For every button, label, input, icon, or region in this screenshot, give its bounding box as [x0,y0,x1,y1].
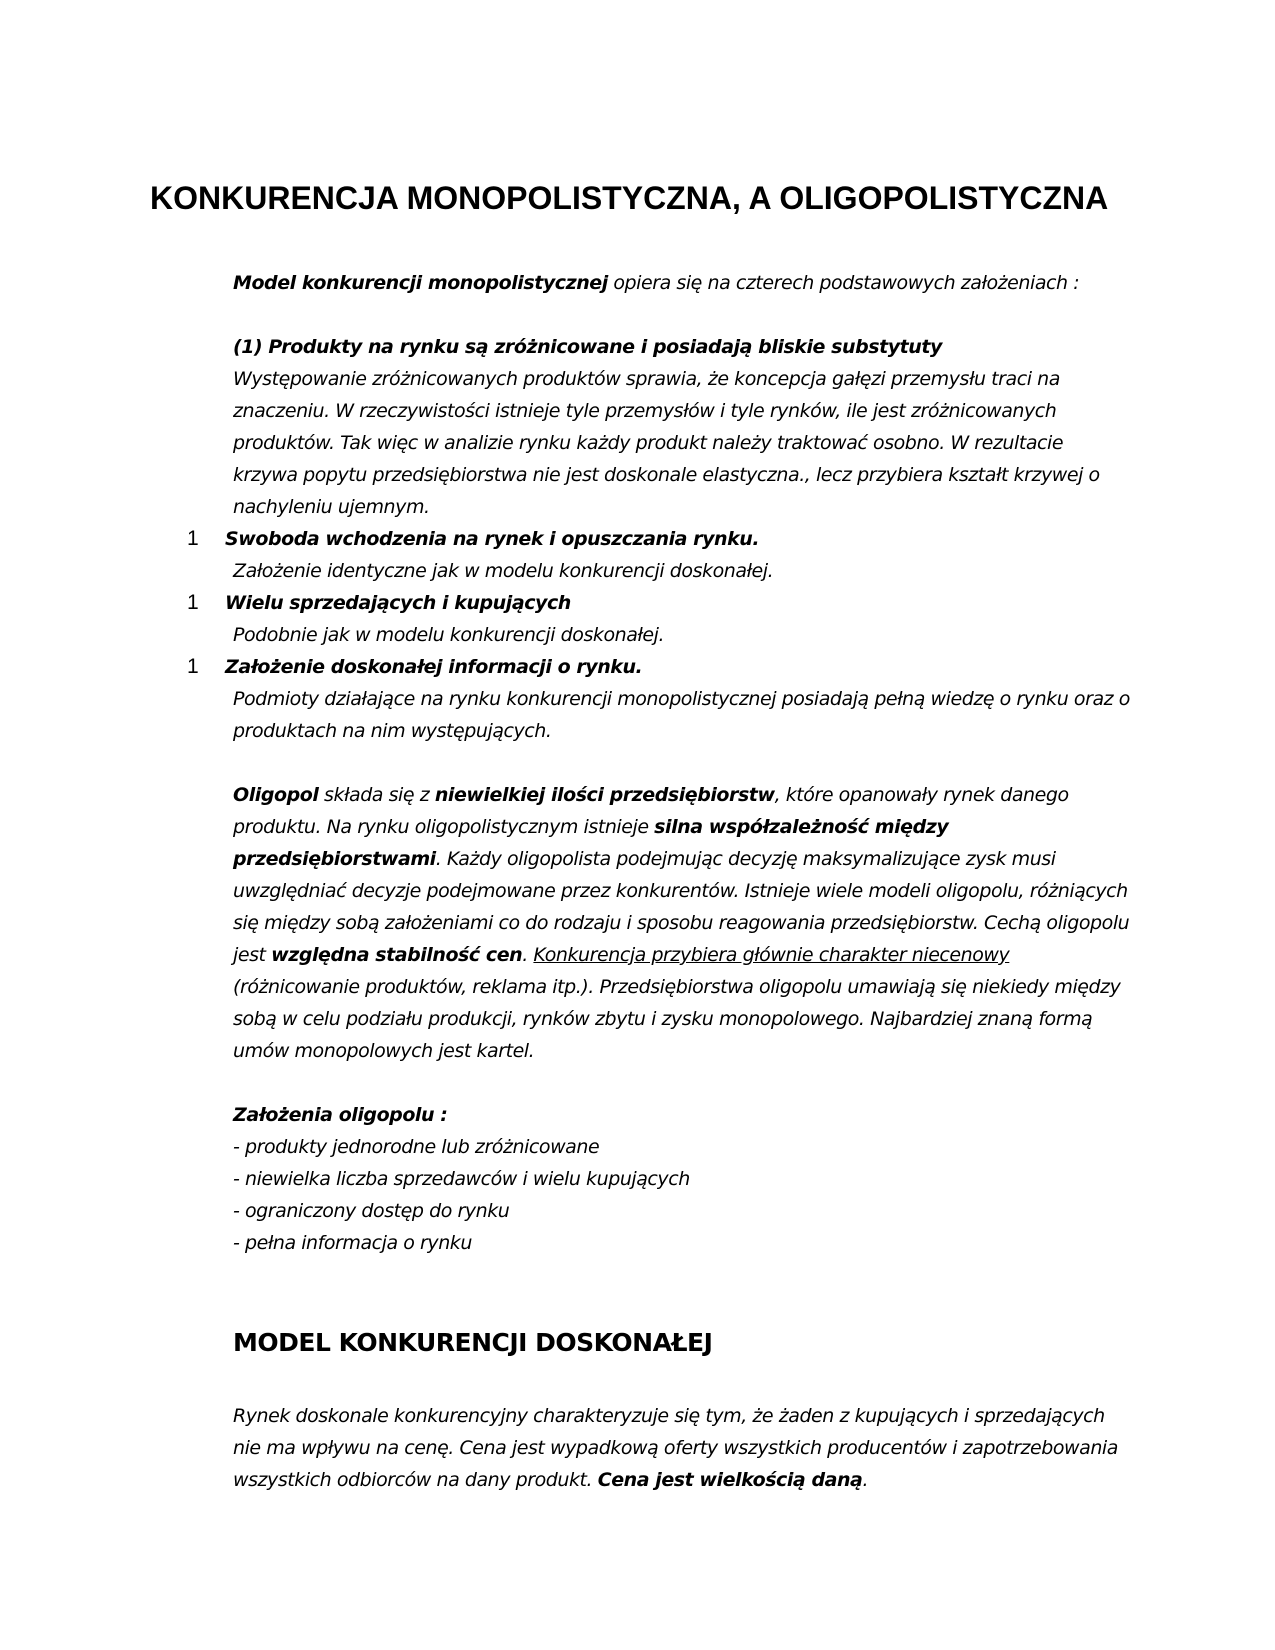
list-number: 1 [187,591,199,614]
text-run: , które opanowały rynek danego produktu. Na rynku oligopolistycznym istnieje [233,784,1069,838]
oligopol-paragraph [233,779,1133,1067]
intro-text: opiera się na czterech podstawowych założeniach : [607,272,1080,294]
text-run: . Każdy oligopolista podejmując decyzję maksymalizujące zysk musi uwzględniać decyzje podejmowane przez konkurentów. Istnieje wiele modeli oligopolu, różniących się między sobą założeniami co do rodzaju i sposobu reagowania przedsiębiorstw. Cechą oligopolu jest [233,848,1130,966]
assumption-1-body: Występowanie zróżnicowanych produktów sprawia, że koncepcja gałęzi przemysłu traci na znaczeniu. W rzeczywistości istnieje tyle przemysłów i tyle rynków, ile jest zróżnicowanych produktów. Tak więc w analizie rynku każdy produkt należy traktować osobno. W rezultacie krzywa popytu przedsiębiorstwa nie jest doskonale elastyczna., lecz przybiera kształt krzywej o nachyleniu ujemnym. [233,368,1100,518]
oligopol-assumptions [233,1099,1133,1259]
bold-run: silna współzależność między przedsiębiorstwami [233,816,949,870]
text-run: składa się z [318,784,435,806]
assumption-1-heading: (1) Produkty na rynku są zróżnicowane i posiadają bliskie substytuty [233,336,942,358]
list-item-heading: Wielu sprzedających i kupujących [225,592,571,614]
list-item: - ograniczony dostęp do rynku [233,1200,510,1222]
list-item: - pełna informacja o rynku [233,1232,472,1254]
intro-paragraph [233,267,1133,299]
bold-run: względna stabilność cen [271,944,523,966]
list-item-heading: Założenie doskonałej informacji o rynku. [225,656,643,678]
document-title: KONKURENCJA MONOPOLISTYCZNA, A OLIGOPOLISTYCZNA [150,180,1109,216]
bold-run: Cena jest wielkością daną [597,1469,863,1491]
intro-bold: Model konkurencji monopolistycznej [233,272,608,294]
list-item-body: Podmioty działające na rynku konkurencji monopolistycznej posiadają pełną wiedzę o rynku oraz o produktach na nim występujących. [233,688,1130,742]
section-title: MODEL KONKURENCJI DOSKONAŁEJ [233,1328,713,1357]
assumption-1 [233,331,1133,523]
list-item: - niewielka liczba sprzedawców i wielu kupujących [233,1168,690,1190]
assumptions-heading: Założenia oligopolu : [233,1104,448,1126]
text-run: (różnicowanie produktów, reklama itp.). Przedsiębiorstwa oligopolu umawiają się niekiedy między sobą w celu podziału produkcji, rynków zbytu i zysku monopolowego. Najbardziej znaną formą umów monopolowych jest kartel. [233,976,1121,1062]
list-item-body: Założenie identyczne jak w modelu konkurencji doskonałej. [233,560,774,582]
list-item-body: Podobnie jak w modelu konkurencji doskonałej. [233,624,665,646]
oligopol-term: Oligopol [233,784,319,806]
bold-run: niewielkiej ilości przedsiębiorstw [434,784,775,806]
underlined-run: Konkurencja przybiera głównie charakter niecenowy [533,944,1010,966]
list-number: 1 [187,655,199,678]
section-2-paragraph [233,1400,1133,1496]
list-item: - produkty jednorodne lub zróżnicowane [233,1136,600,1158]
text-run: . [862,1469,869,1491]
list-number: 1 [187,527,199,550]
text-run: Rynek doskonale konkurencyjny charakteryzuje się tym, że żaden z kupujących i sprzedających nie ma wpływu na cenę. Cena jest wypadkową oferty wszystkich producentów i zapotrzebowania wszystkich odbiorców na dany produkt. [233,1405,1118,1491]
list-item-heading: Swoboda wchodzenia na rynek i opuszczania rynku. [225,528,760,550]
text-run: . [522,944,534,966]
